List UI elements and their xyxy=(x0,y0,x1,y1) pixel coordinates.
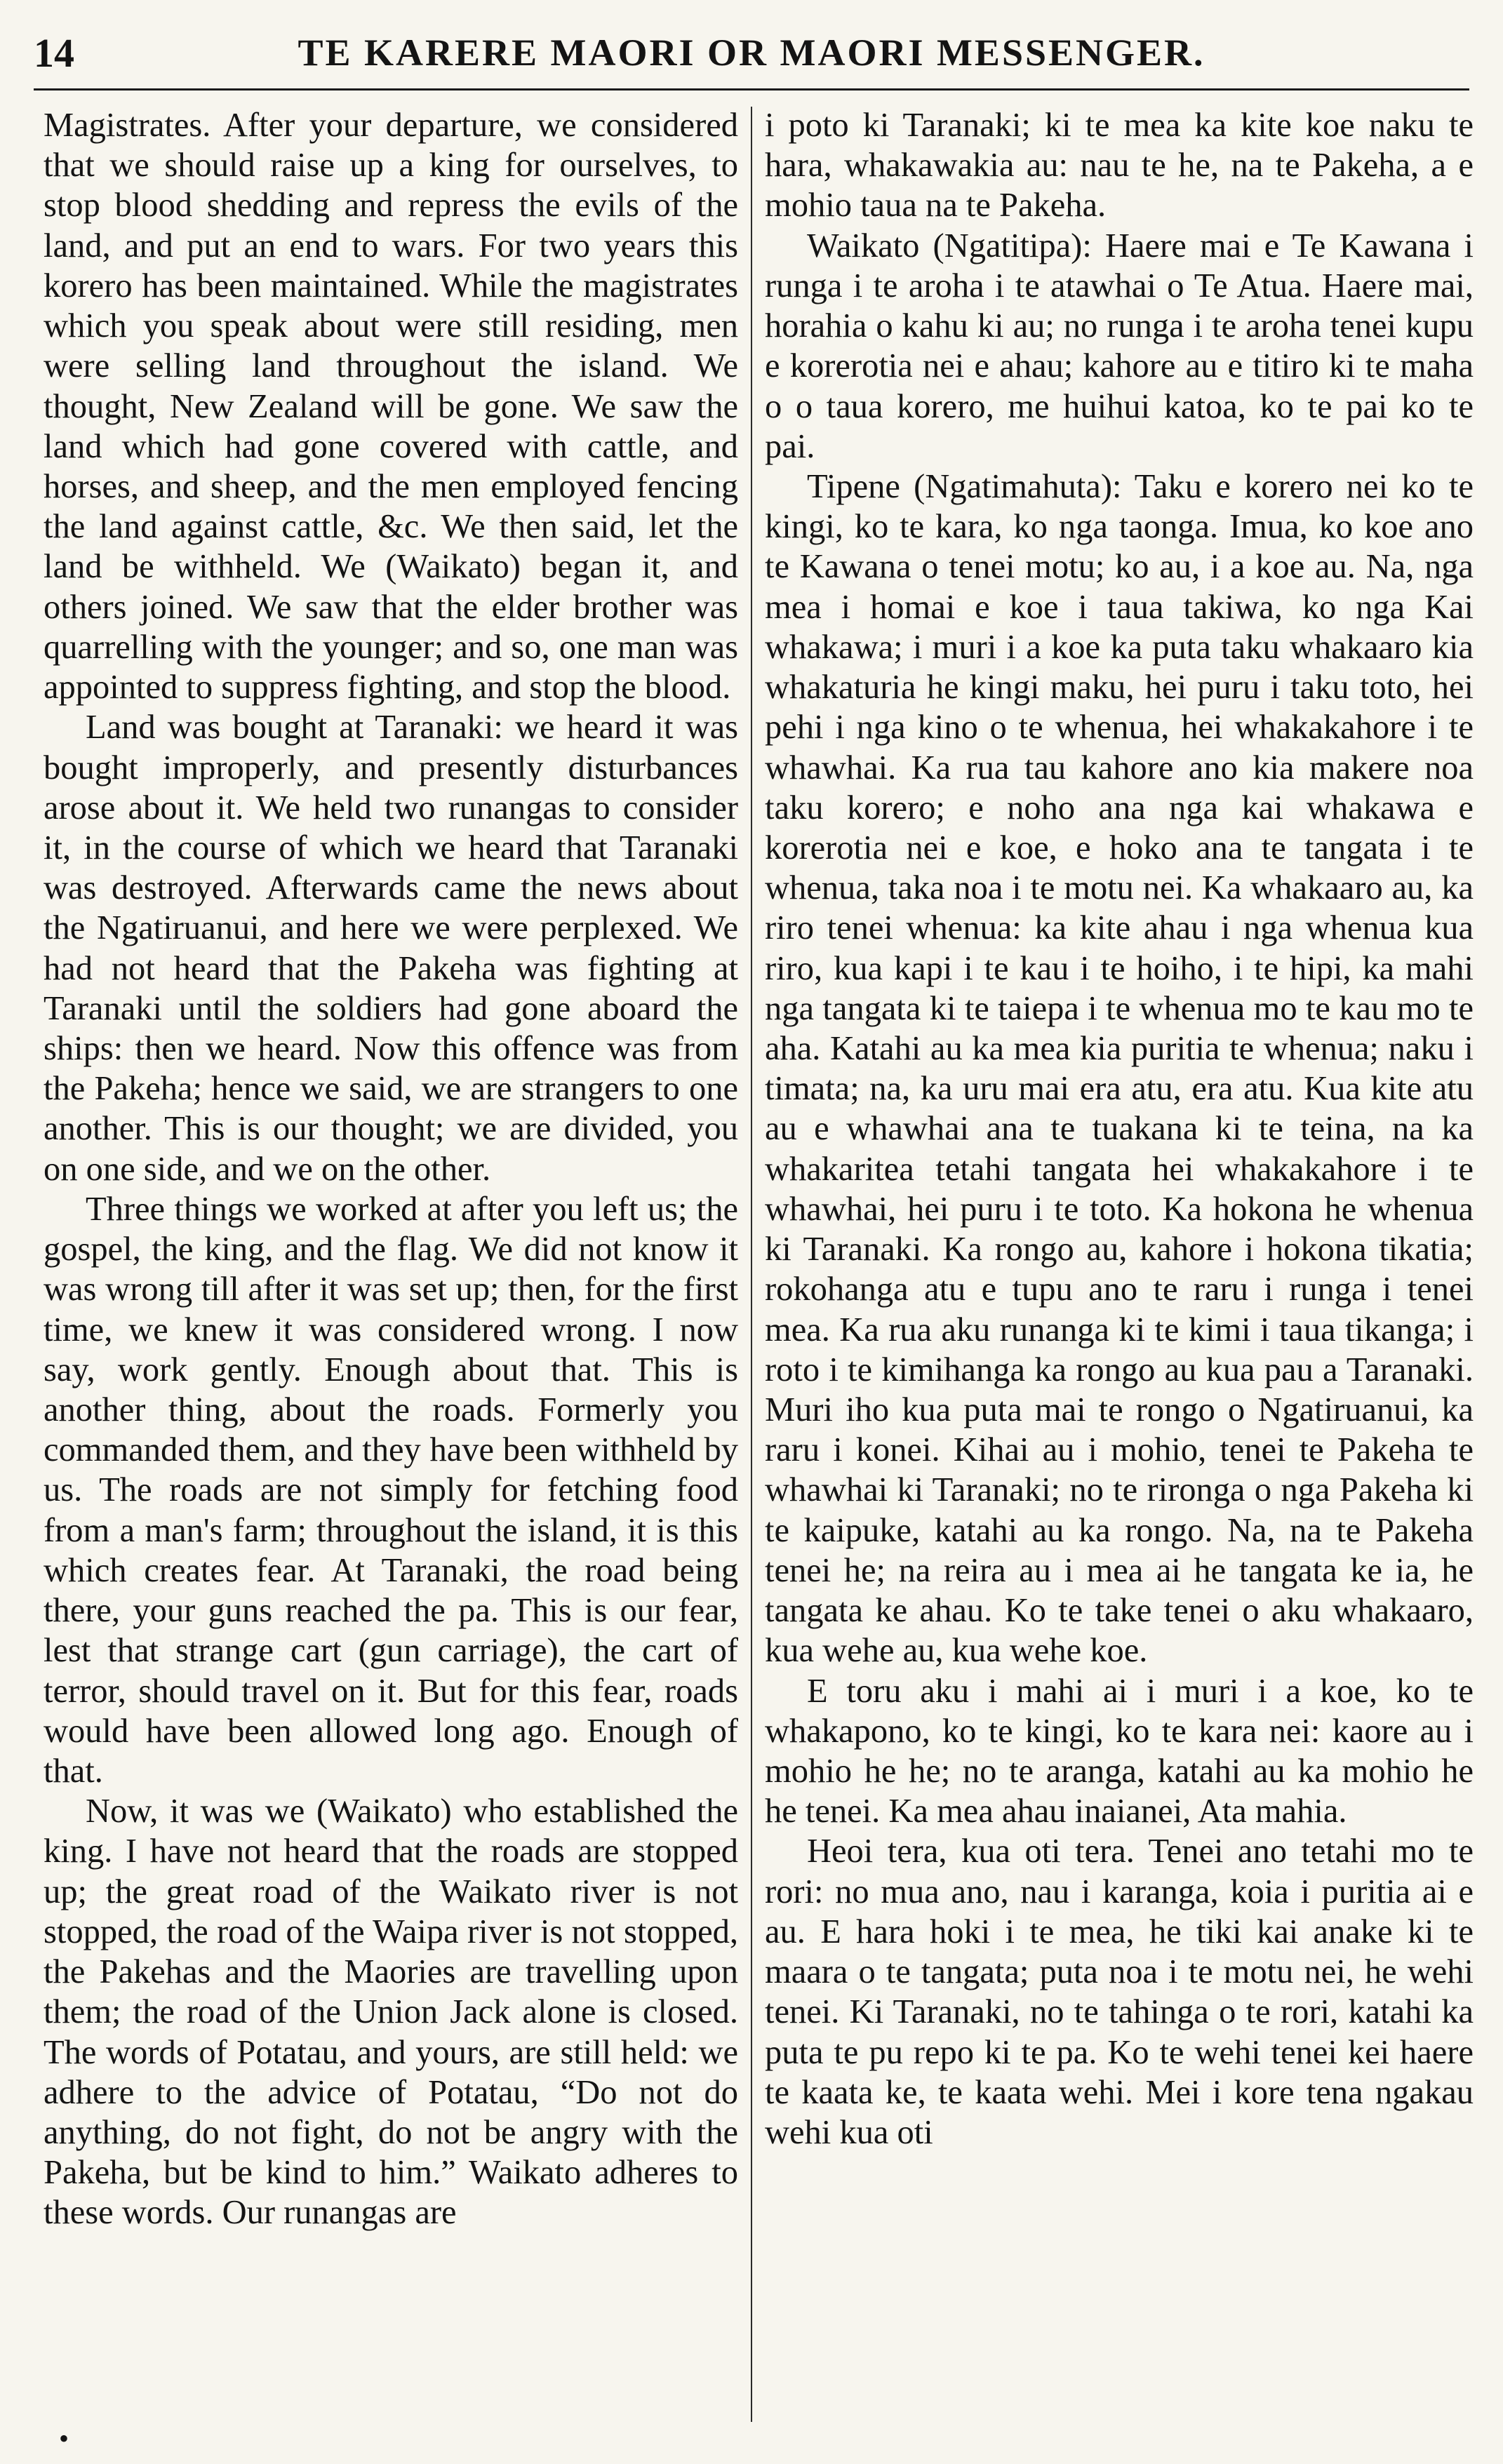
maori-paragraph: E toru aku i mahi ai i muri i a koe, ko te whakapono, ko te kingi, ko te kara nei: kaore au i mohio he he; no te aranga, katahi au ka mohio he he tenei. Ka mea ahau inaianei, Ata mahia. xyxy=(765,1672,1474,1830)
footer-mark: • xyxy=(59,2423,69,2454)
maori-paragraph: i poto ki Taranaki; ki te mea ka kite koe naku te hara, whakawakia au: nau te he, na te Pakeha, a e mohio taua na te Pakeha. xyxy=(765,107,1474,225)
page-header xyxy=(34,25,1469,91)
english-paragraph: Three things we worked at after you left us; the gospel, the king, and the flag. We did not know it was wrong till after it was set up; then, for the first time, we knew it was considered wrong. I now say, work gently. Enough about that. This is another thing, about the roads. Formerly you commanded them, and they have been withheld by us. The roads are not simply for fetching food from a man's farm; throughout the island, it is this which creates fear. At Taranaki, the road being there, your guns reached the pa. This is our fear, lest that strange cart (gun carriage), the cart of terror, should travel on it. But for this fear, roads would have been allowed long ago. Enough of that. xyxy=(44,1190,738,1790)
english-paragraph: Land was bought at Taranaki: we heard it was bought improperly, and presently disturbances arose about it. We held two runangas to consider it, in the course of which we heard that Taranaki was destroyed. Afterwards came the news about the Ngatiruanui, and here we were perplexed. We had not heard that the Pakeha was fighting at Taranaki until the soldiers had gone aboard the ships: then we heard. Now this offence was from the Pakeha; hence we said, we are strangers to one another. This is our thought; we are divided, you on one side, and we on the other. xyxy=(44,709,738,1188)
maori-paragraph: Heoi tera, kua oti tera. Tenei ano tetahi mo te rori: no mua ano, nau i karanga, koia i puritia ai e au. E hara hoki i te mea, he tiki kai anake ki te maara o te tangata; puta noa i te motu nei, he wehi tenei. Ki Taranaki, no te tahinga o te rori, katahi ka puta te pu repo ki te pa. Ko te wehi tenei kei haere te kaata ke, te kaata wehi. Mei i kore tena ngakau wehi kua oti xyxy=(765,1833,1474,2151)
maori-paragraph: Tipene (Ngatimahuta): Taku e korero nei ko te kingi, ko te kara, ko nga taonga. Imua, ko koe ano te Kawana o tenei motu; ko au, i a koe au. Na, nga mea i homai e koe i taua takiwa, ko nga Kai whakawa; i muri i a koe ka puta taku whakaaro kia whakaturia he kingi maku, hei puru i taku toto, hei pehi i nga kino o te whenua, hei whakakahore i te whawhai. Ka rua tau kahore ano kia makere noa taku korero; e noho ana nga kai whakawa e korerotia nei e koe, e hoko ana te tangata i te whenua, taka noa i te motu nei. Ka whakaaro au, ka riro tenei whenua: ka kite ahau i nga whenua kua riro, kua kapi i te kau i te hoiho, i te hipi, ka mahi nga tangata ki te taiepa i te whenua mo te kau mo te aha. Katahi au ka mea kia puritia te whenua; naku i timata; na, ka uru mai era atu, era atu. Kua kite atu au e whawhai ana te tuakana ki te teina, na ka whakaritea tetahi tangata hei whakakahore i te whawhai, hei puru i te toto. Ka hokona he whenua ki Taranaki. Ka rongo au, kahore i hokona tikatia; rokohanga atu e tupu ano te raru i runga i tenei mea. Ka rua aku runanga ki te kimi i taua tikanga; i roto i te kimihanga ka rongo au kua pau a Taranaki. Muri iho kua puta mai te rongo o Ngatiruanui, ka raru i konei. Kihai au i mohio, tenei te Pakeha te whawhai ki Taranaki; no te rironga o nga Pakeha ki te kaipuke, katahi au ka rongo. Na, na te Pakeha tenei he; na reira au i mea ai he tangata ke ia, he tangata ke ahau. Ko te take tenei o aku whakaaro, kua wehe au, kua wehe koe. xyxy=(765,467,1474,1670)
column-divider xyxy=(751,107,752,2422)
maori-paragraph: Waikato (Ngatitipa): Haere mai e Te Kawana i runga i te aroha i te atawhai o Te Atua. Haere mai, horahia o kahu ki au; no runga i te aroha tenei kupu e korerotia nei e ahau; kahore au e titiro ki te maha o o taua korero, me huihui katoa, ko te pai ko te pai. xyxy=(765,227,1474,465)
page-number: 14 xyxy=(34,30,74,76)
english-column xyxy=(44,105,738,2442)
english-paragraph: Magistrates. After your departure, we considered that we should raise up a king for ourselves, to stop blood shedding and repress the evils of the land, and put an end to wars. For two years this korero has been maintained. While the magistrates which you speak about were still residing, men were selling land throughout the island. We thought, New Zealand will be gone. We saw the land which had gone covered with cattle, and horses, and sheep, and the men employed fencing the land against cattle, &c. We then said, let the land be withheld. We (Waikato) began it, and others joined. We saw that the elder brother was quarrelling with the younger; and so, one man was appointed to suppress fighting, and stop the blood. xyxy=(44,107,738,707)
running-title: TE KARERE MAORI OR MAORI MESSENGER. xyxy=(298,32,1205,74)
maori-column xyxy=(765,105,1474,2442)
english-paragraph: Now, it was we (Waikato) who established the king. I have not heard that the roads are stopped up; the great road of the Waikato river is not stopped, the road of the Waipa river is not stopped, the Pakehas and the Maories are travelling upon them; the road of the Union Jack alone is closed. The words of Potatau, and yours, are still held: we adhere to the advice of Potatau, “Do not do anything, do not fight, do not be angry with the Pakeha, but be kind to him.” Waikato adheres to these words. Our runangas are xyxy=(44,1793,738,2232)
